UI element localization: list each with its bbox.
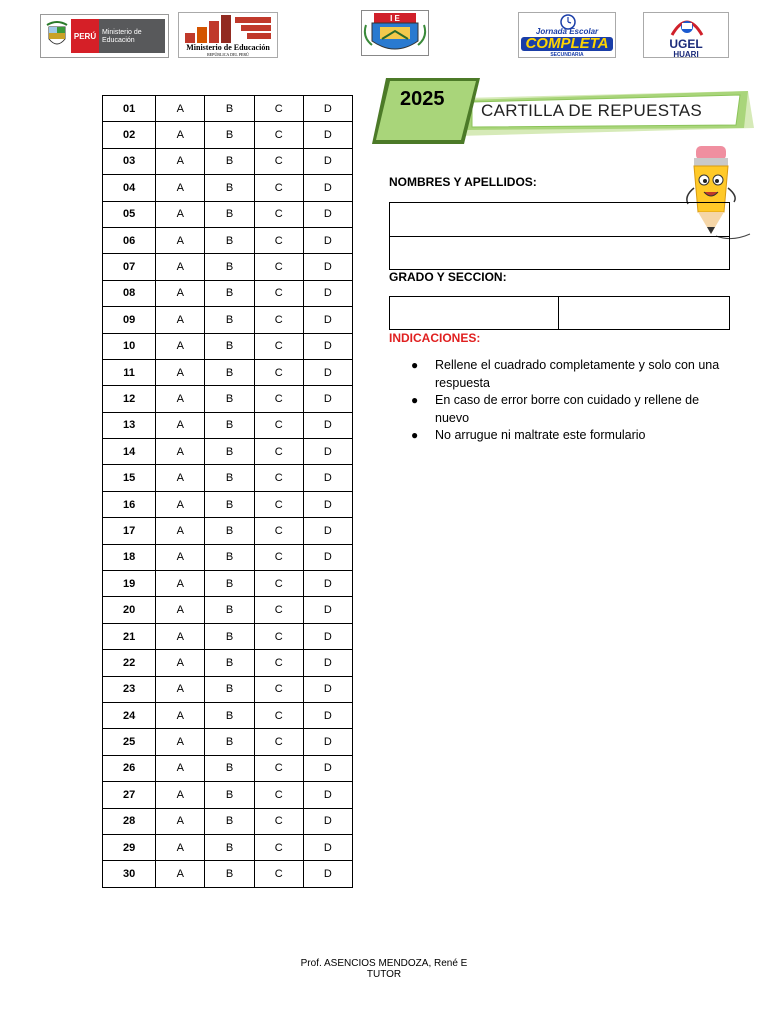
answer-option-a[interactable]: A bbox=[156, 359, 205, 385]
answer-option-c[interactable]: C bbox=[254, 227, 303, 253]
answer-option-a[interactable]: A bbox=[156, 729, 205, 755]
question-number: 11 bbox=[103, 359, 156, 385]
table-row bbox=[103, 782, 353, 808]
question-number: 09 bbox=[103, 307, 156, 333]
question-number: 05 bbox=[103, 201, 156, 227]
answer-option-a[interactable]: A bbox=[156, 571, 205, 597]
answer-option-a[interactable]: A bbox=[156, 834, 205, 860]
bullet-icon: ● bbox=[411, 358, 419, 372]
answer-option-b[interactable]: B bbox=[205, 386, 254, 412]
answer-option-c[interactable]: C bbox=[254, 544, 303, 570]
answer-option-a[interactable]: A bbox=[156, 623, 205, 649]
table-row bbox=[103, 834, 353, 860]
answer-option-d[interactable]: D bbox=[303, 544, 352, 570]
answer-option-d[interactable]: D bbox=[303, 254, 352, 280]
question-number: 12 bbox=[103, 386, 156, 412]
answer-option-c[interactable]: C bbox=[254, 702, 303, 728]
answer-option-d[interactable]: D bbox=[303, 412, 352, 438]
answer-option-c[interactable]: C bbox=[254, 782, 303, 808]
answer-option-c[interactable]: C bbox=[254, 280, 303, 306]
answer-option-d[interactable]: D bbox=[303, 702, 352, 728]
answer-option-d[interactable]: D bbox=[303, 148, 352, 174]
table-row bbox=[103, 623, 353, 649]
table-row bbox=[103, 729, 353, 755]
answer-option-d[interactable]: D bbox=[303, 227, 352, 253]
answer-option-c[interactable]: C bbox=[254, 439, 303, 465]
answer-option-a[interactable]: A bbox=[156, 439, 205, 465]
answer-option-a[interactable]: A bbox=[156, 175, 205, 201]
answer-option-b[interactable]: B bbox=[205, 227, 254, 253]
ugel-logo-title: UGEL bbox=[669, 37, 703, 51]
answer-option-c[interactable]: C bbox=[254, 650, 303, 676]
answer-option-d[interactable]: D bbox=[303, 676, 352, 702]
indication-text: En caso de error borre con cuidado y rellene de nuevo bbox=[435, 393, 700, 425]
answer-option-a[interactable]: A bbox=[156, 808, 205, 834]
answer-option-b[interactable]: B bbox=[205, 280, 254, 306]
answer-option-d[interactable]: D bbox=[303, 571, 352, 597]
table-row bbox=[103, 702, 353, 728]
answer-sheet-table bbox=[102, 95, 353, 888]
table-row bbox=[103, 280, 353, 306]
table-row bbox=[103, 359, 353, 385]
peru-logo-ministry-text: Ministerio de Educación bbox=[99, 19, 165, 53]
grade-field[interactable] bbox=[389, 296, 559, 330]
table-row bbox=[103, 254, 353, 280]
answer-option-c[interactable]: C bbox=[254, 755, 303, 781]
answer-option-d[interactable]: D bbox=[303, 359, 352, 385]
answer-option-a[interactable]: A bbox=[156, 544, 205, 570]
answer-option-a[interactable]: A bbox=[156, 307, 205, 333]
answer-option-a[interactable]: A bbox=[156, 227, 205, 253]
question-number: 18 bbox=[103, 544, 156, 570]
page-title: CARTILLA DE REPUESTAS bbox=[481, 101, 703, 120]
answer-option-c[interactable]: C bbox=[254, 175, 303, 201]
indication-item bbox=[411, 357, 736, 392]
answer-option-c[interactable]: C bbox=[254, 465, 303, 491]
indication-item bbox=[411, 392, 736, 427]
ugel-logo bbox=[643, 12, 729, 58]
answer-option-d[interactable]: D bbox=[303, 175, 352, 201]
table-row bbox=[103, 201, 353, 227]
table-row bbox=[103, 412, 353, 438]
answer-option-b[interactable]: B bbox=[205, 439, 254, 465]
answer-option-a[interactable]: A bbox=[156, 518, 205, 544]
answer-option-c[interactable]: C bbox=[254, 808, 303, 834]
answer-option-d[interactable]: D bbox=[303, 808, 352, 834]
peru-ministry-logo bbox=[40, 14, 169, 58]
answer-option-b[interactable]: B bbox=[205, 96, 254, 122]
table-row bbox=[103, 518, 353, 544]
answer-option-b[interactable]: B bbox=[205, 491, 254, 517]
answer-option-a[interactable]: A bbox=[156, 96, 205, 122]
answer-option-b[interactable]: B bbox=[205, 333, 254, 359]
answer-option-b[interactable]: B bbox=[205, 676, 254, 702]
question-number: 30 bbox=[103, 861, 156, 887]
answer-option-b[interactable]: B bbox=[205, 755, 254, 781]
question-number: 04 bbox=[103, 175, 156, 201]
table-row bbox=[103, 861, 353, 887]
question-number: 24 bbox=[103, 702, 156, 728]
answer-option-b[interactable]: B bbox=[205, 834, 254, 860]
question-number: 29 bbox=[103, 834, 156, 860]
answer-option-b[interactable]: B bbox=[205, 175, 254, 201]
answer-option-c[interactable]: C bbox=[254, 307, 303, 333]
answer-option-b[interactable]: B bbox=[205, 254, 254, 280]
answer-option-c[interactable]: C bbox=[254, 861, 303, 887]
answer-option-a[interactable]: A bbox=[156, 386, 205, 412]
table-row bbox=[103, 175, 353, 201]
footer-teacher-role: TUTOR bbox=[366, 969, 402, 980]
answer-option-c[interactable]: C bbox=[254, 333, 303, 359]
answer-option-a[interactable]: A bbox=[156, 280, 205, 306]
minedu-logo-subtitle: REPÚBLICA DEL PERÚ bbox=[207, 52, 249, 57]
answer-option-d[interactable]: D bbox=[303, 96, 352, 122]
indication-item bbox=[411, 427, 736, 445]
answer-option-c[interactable]: C bbox=[254, 148, 303, 174]
answer-option-a[interactable]: A bbox=[156, 254, 205, 280]
question-number: 26 bbox=[103, 755, 156, 781]
answer-option-c[interactable]: C bbox=[254, 96, 303, 122]
answer-option-a[interactable]: A bbox=[156, 333, 205, 359]
answer-option-c[interactable]: C bbox=[254, 571, 303, 597]
answer-option-a[interactable]: A bbox=[156, 676, 205, 702]
answer-option-a[interactable]: A bbox=[156, 702, 205, 728]
minedu-bars-icon bbox=[183, 15, 275, 43]
question-number: 10 bbox=[103, 333, 156, 359]
question-number: 08 bbox=[103, 280, 156, 306]
answer-option-d[interactable]: D bbox=[303, 729, 352, 755]
question-number: 15 bbox=[103, 465, 156, 491]
answer-option-c[interactable]: C bbox=[254, 201, 303, 227]
answer-option-d[interactable]: D bbox=[303, 597, 352, 623]
answer-option-b[interactable]: B bbox=[205, 729, 254, 755]
answer-option-d[interactable]: D bbox=[303, 861, 352, 887]
answer-option-b[interactable]: B bbox=[205, 808, 254, 834]
answer-option-a[interactable]: A bbox=[156, 465, 205, 491]
answer-option-c[interactable]: C bbox=[254, 254, 303, 280]
answer-option-a[interactable]: A bbox=[156, 491, 205, 517]
table-row bbox=[103, 96, 353, 122]
question-number: 19 bbox=[103, 571, 156, 597]
answer-option-d[interactable]: D bbox=[303, 782, 352, 808]
table-row bbox=[103, 676, 353, 702]
answer-option-b[interactable]: B bbox=[205, 782, 254, 808]
minedu-logo bbox=[178, 12, 278, 58]
question-number: 21 bbox=[103, 623, 156, 649]
answer-option-d[interactable]: D bbox=[303, 280, 352, 306]
ugel-emblem-icon bbox=[668, 15, 706, 37]
grade-section-label: GRADO Y SECCION: bbox=[389, 270, 507, 284]
answer-option-b[interactable]: B bbox=[205, 148, 254, 174]
answer-option-a[interactable]: A bbox=[156, 755, 205, 781]
answer-option-b[interactable]: B bbox=[205, 122, 254, 148]
answer-option-c[interactable]: C bbox=[254, 518, 303, 544]
section-field[interactable] bbox=[558, 296, 730, 330]
answer-option-b[interactable]: B bbox=[205, 518, 254, 544]
answer-option-b[interactable]: B bbox=[205, 623, 254, 649]
answer-option-b[interactable]: B bbox=[205, 412, 254, 438]
answer-option-d[interactable]: D bbox=[303, 465, 352, 491]
question-number: 25 bbox=[103, 729, 156, 755]
name-field-line-2[interactable] bbox=[389, 236, 730, 270]
answer-option-a[interactable]: A bbox=[156, 148, 205, 174]
table-row bbox=[103, 122, 353, 148]
table-row bbox=[103, 227, 353, 253]
table-row bbox=[103, 597, 353, 623]
answer-option-c[interactable]: C bbox=[254, 597, 303, 623]
answer-option-c[interactable]: C bbox=[254, 834, 303, 860]
ugel-logo-subtitle: HUARI bbox=[673, 50, 699, 59]
answer-option-a[interactable]: A bbox=[156, 782, 205, 808]
table-row bbox=[103, 808, 353, 834]
answer-option-c[interactable]: C bbox=[254, 491, 303, 517]
question-number: 07 bbox=[103, 254, 156, 280]
table-row bbox=[103, 386, 353, 412]
answer-option-b[interactable]: B bbox=[205, 544, 254, 570]
question-number: 14 bbox=[103, 439, 156, 465]
answer-option-d[interactable]: D bbox=[303, 834, 352, 860]
table-row bbox=[103, 544, 353, 570]
jornada-completa-logo bbox=[518, 12, 616, 58]
answer-option-c[interactable]: C bbox=[254, 676, 303, 702]
answer-option-d[interactable]: D bbox=[303, 755, 352, 781]
question-number: 28 bbox=[103, 808, 156, 834]
coat-of-arms-icon bbox=[45, 19, 69, 53]
answer-option-a[interactable]: A bbox=[156, 650, 205, 676]
table-row bbox=[103, 650, 353, 676]
indications-heading: INDICACIONES: bbox=[389, 331, 481, 345]
jornada-logo-line1: Jornada Escolar bbox=[535, 27, 599, 36]
question-number: 27 bbox=[103, 782, 156, 808]
indication-text: Rellene el cuadrado completamente y solo con una respuesta bbox=[435, 358, 720, 390]
question-number: 22 bbox=[103, 650, 156, 676]
indications-list bbox=[411, 357, 736, 445]
bullet-icon: ● bbox=[411, 428, 419, 442]
question-number: 13 bbox=[103, 412, 156, 438]
answer-option-b[interactable]: B bbox=[205, 650, 254, 676]
question-number: 01 bbox=[103, 96, 156, 122]
question-number: 03 bbox=[103, 148, 156, 174]
answer-option-d[interactable]: D bbox=[303, 386, 352, 412]
answer-option-b[interactable]: B bbox=[205, 597, 254, 623]
answer-option-a[interactable]: A bbox=[156, 412, 205, 438]
table-row bbox=[103, 333, 353, 359]
question-number: 06 bbox=[103, 227, 156, 253]
jornada-logo-line2: COMPLETA bbox=[521, 37, 613, 51]
names-label: NOMBRES Y APELLIDOS: bbox=[389, 175, 537, 189]
name-field-line-1[interactable] bbox=[389, 202, 730, 237]
school-badge-logo bbox=[361, 10, 429, 56]
question-number: 16 bbox=[103, 491, 156, 517]
question-number: 20 bbox=[103, 597, 156, 623]
peru-logo-red-block: PERÚ bbox=[71, 19, 99, 53]
year-label: 2025 bbox=[400, 88, 445, 110]
footer-teacher-name: Prof. ASENCIOS MENDOZA, René E bbox=[300, 958, 468, 969]
table-row bbox=[103, 491, 353, 517]
answer-option-c[interactable]: C bbox=[254, 386, 303, 412]
answer-option-b[interactable]: B bbox=[205, 201, 254, 227]
minedu-logo-title: Ministerio de Educación bbox=[186, 43, 270, 52]
table-row bbox=[103, 148, 353, 174]
answer-option-d[interactable]: D bbox=[303, 333, 352, 359]
answer-option-a[interactable]: A bbox=[156, 861, 205, 887]
answer-option-c[interactable]: C bbox=[254, 359, 303, 385]
question-number: 02 bbox=[103, 122, 156, 148]
answer-option-c[interactable]: C bbox=[254, 122, 303, 148]
answer-option-c[interactable]: C bbox=[254, 729, 303, 755]
answer-option-d[interactable]: D bbox=[303, 201, 352, 227]
answer-option-a[interactable]: A bbox=[156, 201, 205, 227]
answer-option-d[interactable]: D bbox=[303, 650, 352, 676]
answer-option-d[interactable]: D bbox=[303, 439, 352, 465]
table-row bbox=[103, 439, 353, 465]
table-row bbox=[103, 571, 353, 597]
school-shield-icon bbox=[362, 11, 428, 55]
bullet-icon: ● bbox=[411, 393, 419, 407]
answer-option-d[interactable]: D bbox=[303, 623, 352, 649]
school-badge-text: I E bbox=[390, 14, 400, 23]
answer-option-c[interactable]: C bbox=[254, 623, 303, 649]
answer-option-d[interactable]: D bbox=[303, 307, 352, 333]
table-row bbox=[103, 307, 353, 333]
answer-option-c[interactable]: C bbox=[254, 412, 303, 438]
table-row bbox=[103, 755, 353, 781]
jornada-logo-line3: SECUNDARIA bbox=[550, 52, 584, 58]
answer-option-a[interactable]: A bbox=[156, 122, 205, 148]
question-number: 23 bbox=[103, 676, 156, 702]
answer-option-b[interactable]: B bbox=[205, 571, 254, 597]
answer-option-b[interactable]: B bbox=[205, 702, 254, 728]
answer-option-d[interactable]: D bbox=[303, 518, 352, 544]
question-number: 17 bbox=[103, 518, 156, 544]
table-row bbox=[103, 465, 353, 491]
answer-option-b[interactable]: B bbox=[205, 307, 254, 333]
answer-option-d[interactable]: D bbox=[303, 491, 352, 517]
answer-option-b[interactable]: B bbox=[205, 359, 254, 385]
answer-option-a[interactable]: A bbox=[156, 597, 205, 623]
answer-option-d[interactable]: D bbox=[303, 122, 352, 148]
indication-text: No arrugue ni maltrate este formulario bbox=[435, 428, 646, 442]
answer-option-b[interactable]: B bbox=[205, 465, 254, 491]
answer-option-b[interactable]: B bbox=[205, 861, 254, 887]
